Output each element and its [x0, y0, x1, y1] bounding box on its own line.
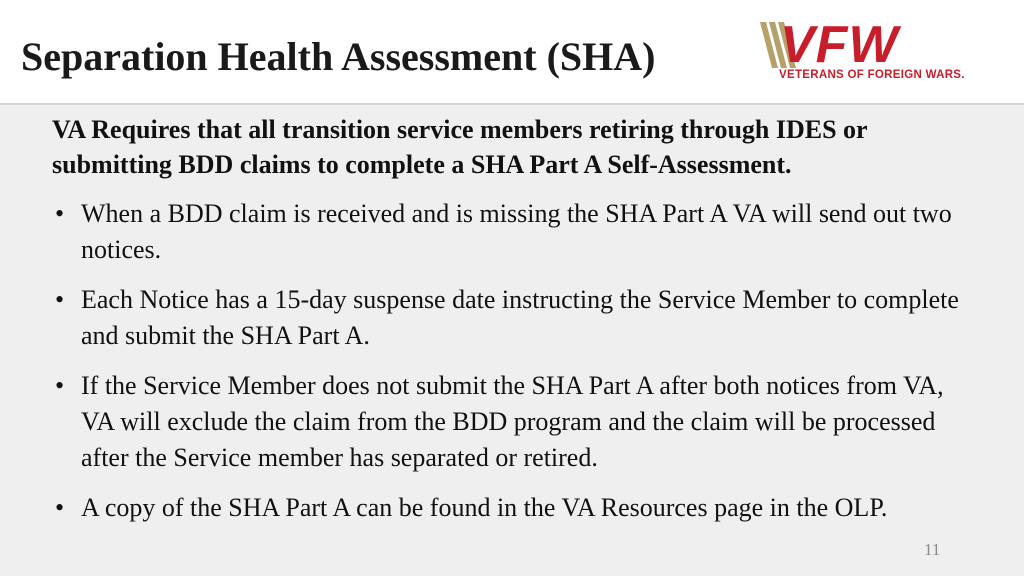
bullet-text: If the Service Member does not submit the SHA Part A after both notices from VA, VA will exclude the claim from the BDD program and the claim will be processed after the Service member has separated or retired.: [81, 371, 944, 472]
slide-body: [52, 112, 982, 540]
logo-subtitle: VETERANS OF FOREIGN WARS.: [779, 69, 965, 81]
bullet-item: [52, 368, 982, 476]
slide-header: [0, 0, 1024, 105]
bullet-list: [52, 196, 982, 526]
bullet-item: [52, 490, 982, 526]
bullet-icon: •: [55, 199, 65, 228]
vfw-logo: [760, 16, 984, 88]
bullet-item: [52, 282, 982, 354]
bullet-text: When a BDD claim is received and is missing the SHA Part A VA will send out two notices.: [81, 199, 952, 264]
bullet-text: Each Notice has a 15-day suspense date instructing the Service Member to complete and submit the SHA Part A.: [81, 285, 959, 350]
bullet-icon: •: [55, 285, 65, 314]
bullet-text: A copy of the SHA Part A can be found in the VA Resources page in the OLP.: [81, 493, 888, 522]
logo-wordmark: VFW: [780, 16, 899, 74]
page-number: 11: [924, 540, 941, 559]
bullet-icon: •: [55, 371, 65, 400]
bullet-item: [52, 196, 982, 268]
slide-title: Separation Health Assessment (SHA): [21, 34, 656, 79]
bullet-icon: •: [55, 493, 65, 522]
intro-statement: VA Requires that all transition service members retiring through IDES or submitting BDD claims to complete a SHA Part A Self-Assessment.: [52, 115, 868, 179]
